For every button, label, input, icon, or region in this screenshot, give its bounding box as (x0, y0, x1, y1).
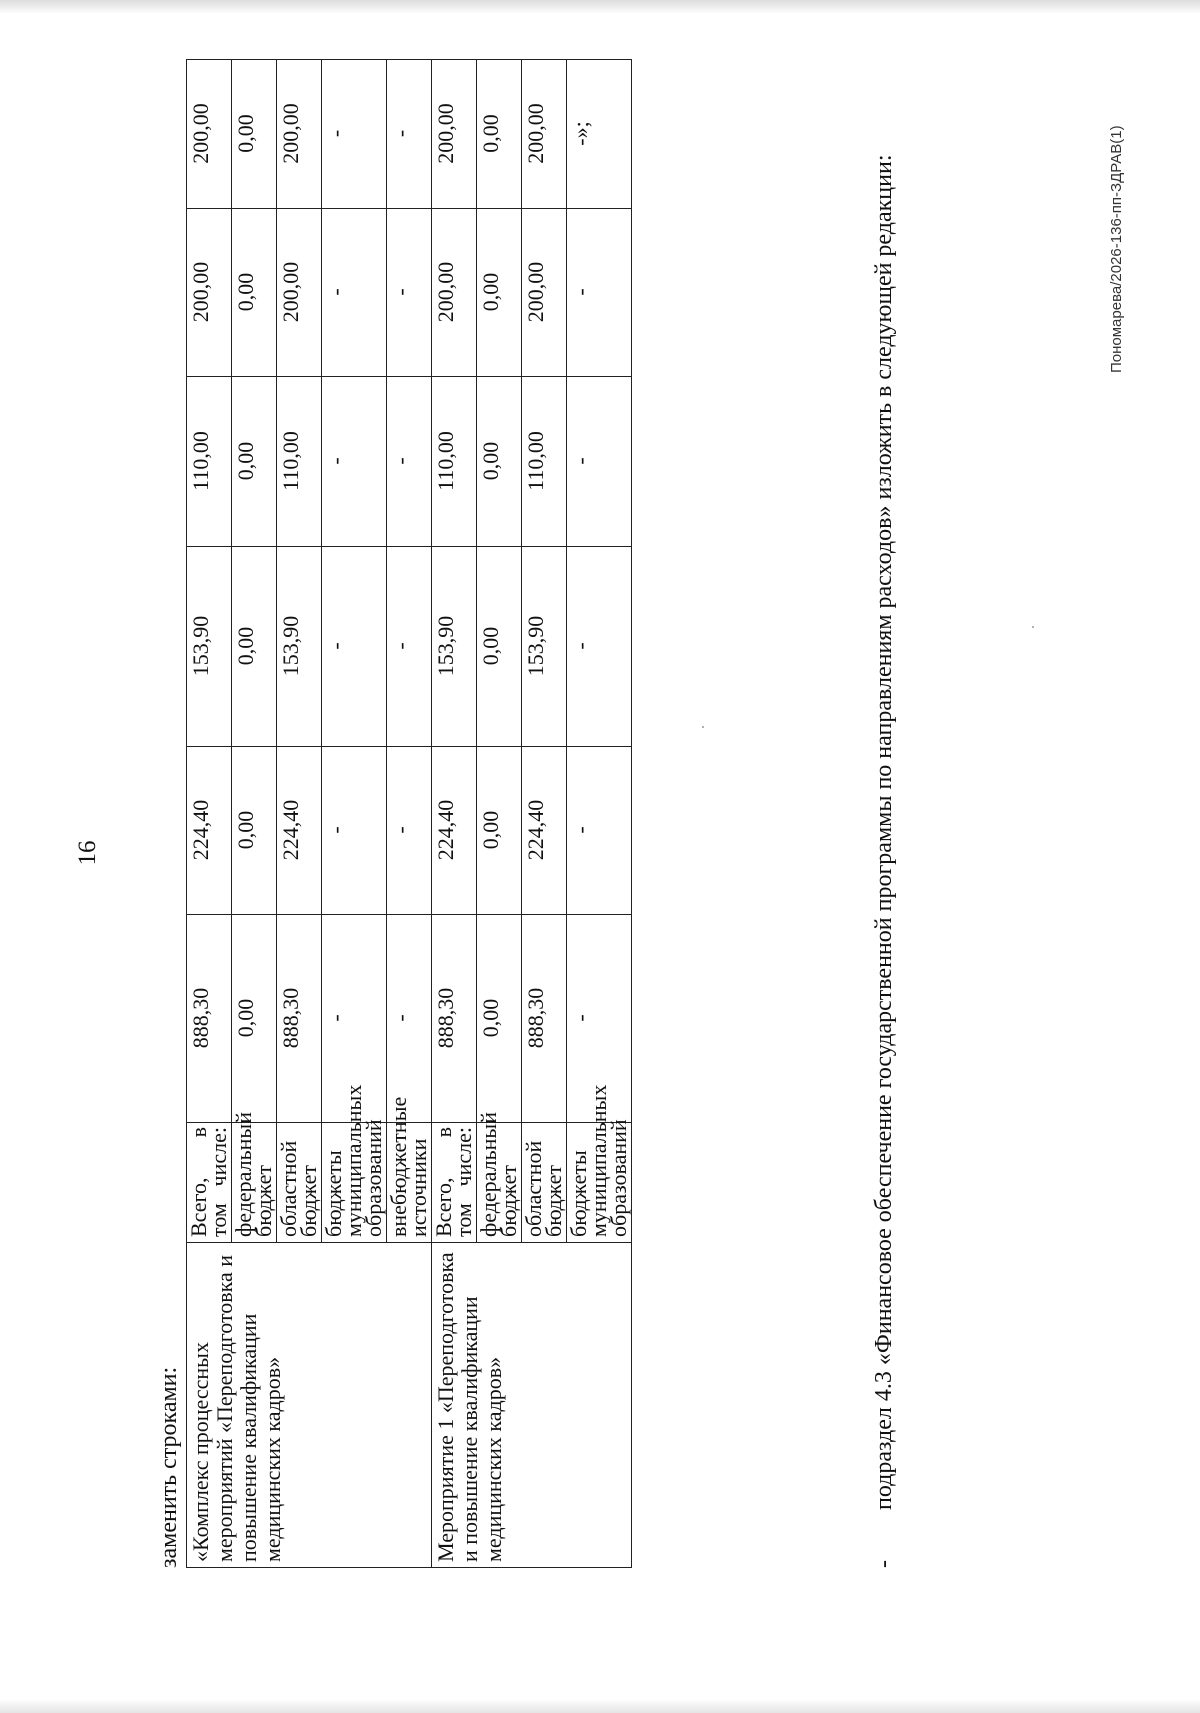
amount-cell: 110,00 (187, 377, 232, 547)
document-code: Пономарева/2026-136-пп-ЗДРАВ(1) (1108, 125, 1125, 373)
amount-cell: 0,00 (477, 377, 522, 547)
amount-cell: 0,00 (477, 747, 522, 915)
amount-cell: - (387, 377, 432, 547)
amount-cell: 200,00 (187, 209, 232, 377)
funding-source-cell: Всего, в том числе: (432, 1123, 477, 1243)
financing-table (186, 59, 632, 1568)
measure-name-cell: Мероприятие 1 «Переподготовка и повышение квалификации медицинских кадров» (432, 1243, 632, 1568)
amount-cell: 888,30 (277, 915, 322, 1123)
funding-source-cell: внебюджетные источники (387, 1123, 432, 1243)
amount-cell: 200,00 (277, 209, 322, 377)
amount-cell: - (387, 747, 432, 915)
table-row (432, 60, 477, 1568)
funding-source-cell: Всего, в том числе: (187, 1123, 232, 1243)
bottom-paragraph-text: подраздел 4.3 «Финансовое обеспечение государственной программы по направлениям расходов» изложить в следующей редакции: (871, 154, 897, 1510)
amount-cell: 0,00 (232, 377, 277, 547)
amount-cell: - (567, 209, 632, 377)
amount-cell: 0,00 (232, 209, 277, 377)
amount-cell: 0,00 (232, 747, 277, 915)
amount-cell: 200,00 (277, 60, 322, 209)
amount-cell: - (567, 747, 632, 915)
amount-cell: - (322, 209, 387, 377)
amount-cell: 0,00 (232, 547, 277, 747)
funding-source-cell: бюджеты муниципальных образований (322, 1123, 387, 1243)
amount-cell: - (322, 60, 387, 209)
amount-cell: 200,00 (432, 209, 477, 377)
bullet-dash: - (871, 1560, 897, 1568)
amount-cell: - (567, 377, 632, 547)
amount-cell: - (322, 915, 387, 1123)
table-row (187, 60, 232, 1568)
amount-cell: 153,90 (277, 547, 322, 747)
amount-cell: - (567, 915, 632, 1123)
amount-cell: - (322, 547, 387, 747)
amount-cell: 0,00 (477, 209, 522, 377)
page-number: 16 (74, 840, 101, 866)
amount-cell: 888,30 (187, 915, 232, 1123)
funding-source-cell: федеральный бюджет (232, 1123, 277, 1243)
amount-cell: 110,00 (522, 377, 567, 547)
amount-cell: 888,30 (522, 915, 567, 1123)
funding-source-cell: бюджеты муниципальных образований (567, 1123, 632, 1243)
amount-cell: 110,00 (432, 377, 477, 547)
amount-cell: 0,00 (477, 547, 522, 747)
amount-cell: 153,90 (432, 547, 477, 747)
amount-cell: 224,40 (277, 747, 322, 915)
amount-cell: - (567, 547, 632, 747)
intro-text: заменить строками: (156, 1366, 182, 1568)
amount-cell: 0,00 (477, 915, 522, 1123)
measure-name-cell: «Комплекс процессных мероприятий «Переподготовка и повышение квалификации медицинских кадров» (187, 1243, 432, 1568)
amount-cell: 200,00 (432, 60, 477, 209)
scan-speck (702, 726, 704, 728)
funding-source-cell: федеральный бюджет (477, 1123, 522, 1243)
amount-cell: 200,00 (187, 60, 232, 209)
amount-cell: - (387, 60, 432, 209)
amount-cell: 200,00 (522, 209, 567, 377)
amount-cell: 224,40 (522, 747, 567, 915)
amount-cell: -»; (567, 60, 632, 209)
amount-cell: 0,00 (232, 915, 277, 1123)
amount-cell: - (387, 209, 432, 377)
amount-cell: 153,90 (187, 547, 232, 747)
amount-cell: - (387, 915, 432, 1123)
amount-cell: 153,90 (522, 547, 567, 747)
amount-cell: 0,00 (232, 60, 277, 209)
amount-cell: 224,40 (187, 747, 232, 915)
bottom-paragraph (866, 63, 902, 1568)
amount-cell: 888,30 (432, 915, 477, 1123)
amount-cell: - (322, 747, 387, 915)
amount-cell: - (322, 377, 387, 547)
scan-speck (1032, 626, 1034, 628)
funding-source-cell: областной бюджет (277, 1123, 322, 1243)
amount-cell: 110,00 (277, 377, 322, 547)
funding-source-cell: областной бюджет (522, 1123, 567, 1243)
amount-cell: - (387, 547, 432, 747)
amount-cell: 224,40 (432, 747, 477, 915)
amount-cell: 200,00 (522, 60, 567, 209)
amount-cell: 0,00 (477, 60, 522, 209)
